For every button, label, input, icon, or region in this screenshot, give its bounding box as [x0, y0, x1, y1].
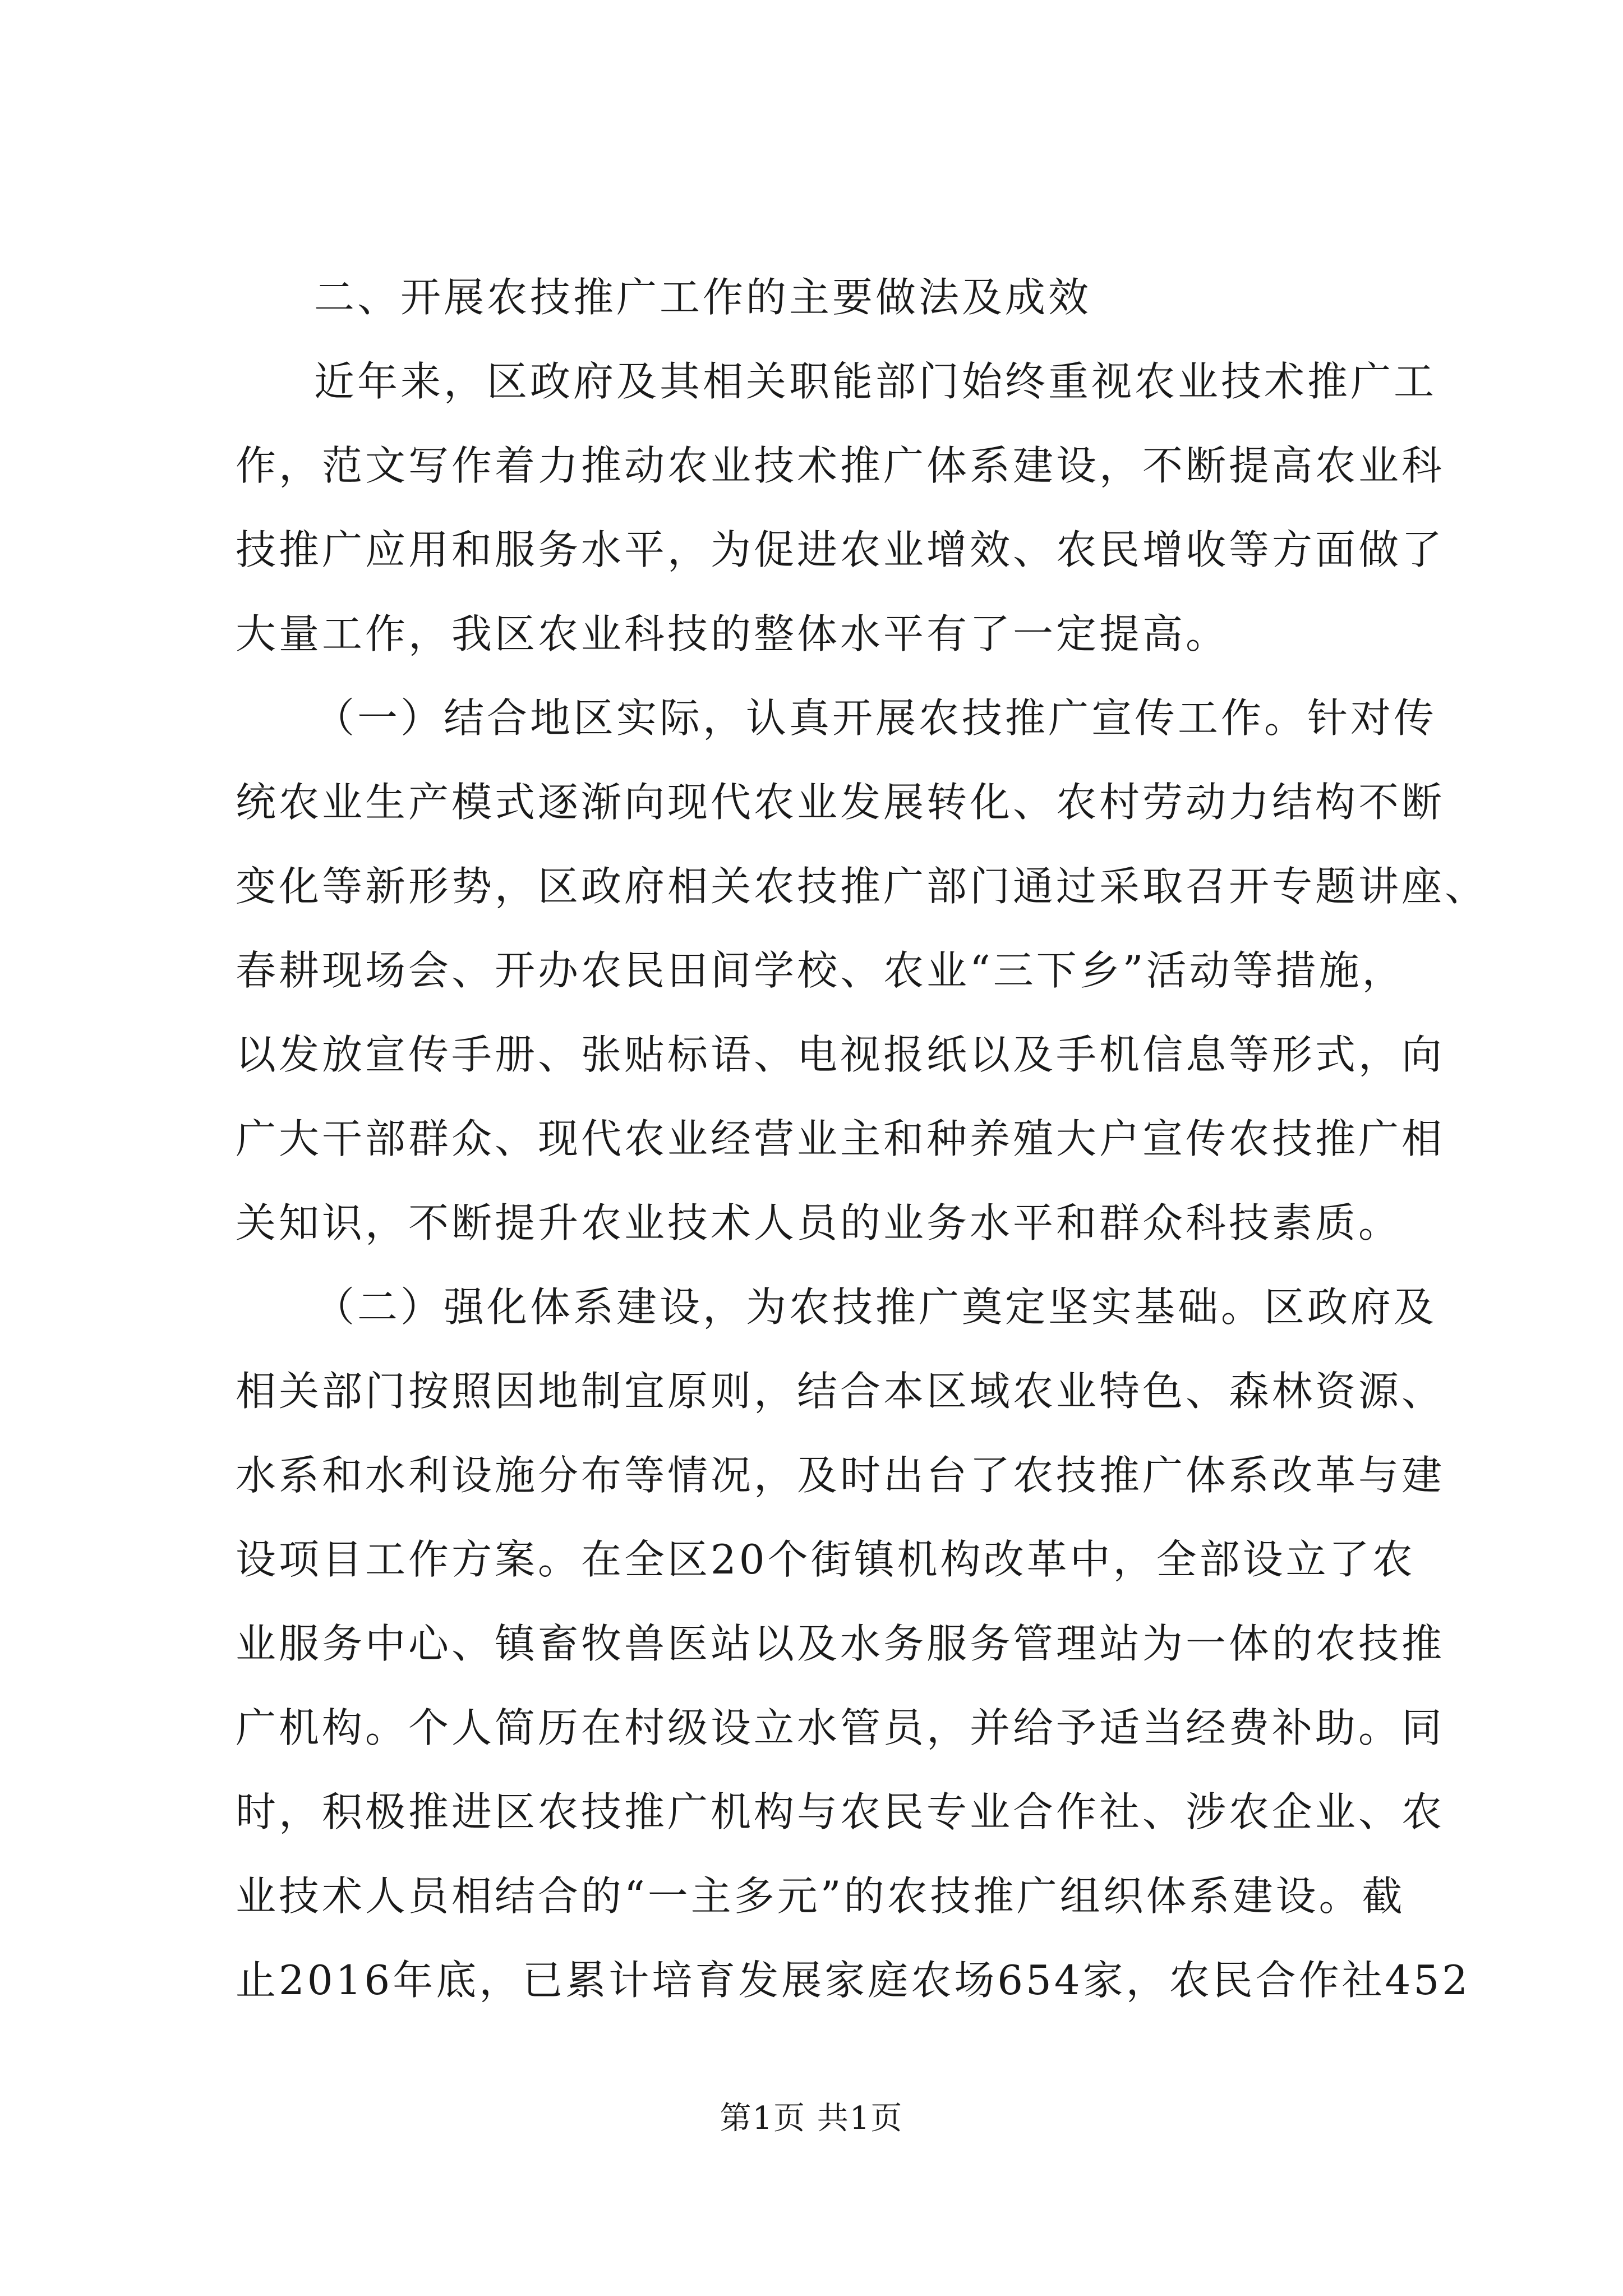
paragraph-line: 作，范文写作着力推动农业技术推广体系建设，不断提高农业科 [236, 442, 1445, 489]
paragraph-line: 相关部门按照因地制宜原则，结合本区域农业特色、森林资源、 [236, 1368, 1445, 1415]
document-body [236, 255, 1488, 2022]
paragraph-line: 近年来，区政府及其相关职能部门始终重视农业技术推广工 [314, 358, 1437, 405]
paragraph-line: 业服务中心、镇畜牧兽医站以及水务服务管理站为一体的农技推 [236, 1620, 1445, 1667]
paragraph-line: 统农业生产模式逐渐向现代农业发展转化、农村劳动力结构不断 [236, 779, 1445, 826]
paragraph-line: 春耕现场会、开办农民田间学校、农业“三下乡”活动等措施， [236, 947, 1405, 994]
paragraph-line: 时，积极推进区农技推广机构与农民专业合作社、涉农企业、农 [236, 1788, 1445, 1835]
paragraph-line: 广大干部群众、现代农业经营业主和种养殖大户宣传农技推广相 [236, 1115, 1445, 1162]
paragraph-line: 止2016年底，已累计培育发展家庭农场654家，农民合作社452 [236, 1957, 1471, 2004]
paragraph-line: 以发放宣传手册、张贴标语、电视报纸以及手机信息等形式，向 [236, 1031, 1445, 1078]
paragraph-line: 关知识，不断提升农业技术人员的业务水平和群众科技素质。 [236, 1199, 1402, 1246]
paragraph-line: 技推广应用和服务水平，为促进农业增效、农民增收等方面做了 [236, 526, 1445, 573]
page-number-footer: 第1页 共1页 [720, 2100, 903, 2137]
paragraph-line: 大量工作，我区农业科技的整体水平有了一定提高。 [236, 610, 1229, 657]
paragraph-line: 变化等新形势，区政府相关农技推广部门通过采取召开专题讲座、 [236, 863, 1488, 910]
section-heading: 二、开展农技推广工作的主要做法及成效 [314, 274, 1092, 321]
paragraph-line: （一）结合地区实际，认真开展农技推广宣传工作。针对传 [314, 694, 1437, 742]
paragraph-line: 业技术人员相结合的“一主多元”的农技推广组织体系建设。截 [236, 1872, 1405, 1920]
paragraph-line: 广机构。个人简历在村级设立水管员，并给予适当经费补助。同 [236, 1704, 1445, 1751]
paragraph-line: 设项目工作方案。在全区20个街镇机构改革中，全部设立了农 [236, 1536, 1415, 1583]
paragraph-line: （二）强化体系建设，为农技推广奠定坚实基础。区政府及 [314, 1283, 1437, 1331]
paragraph-line: 水系和水利设施分布等情况，及时出台了农技推广体系改革与建 [236, 1452, 1445, 1499]
